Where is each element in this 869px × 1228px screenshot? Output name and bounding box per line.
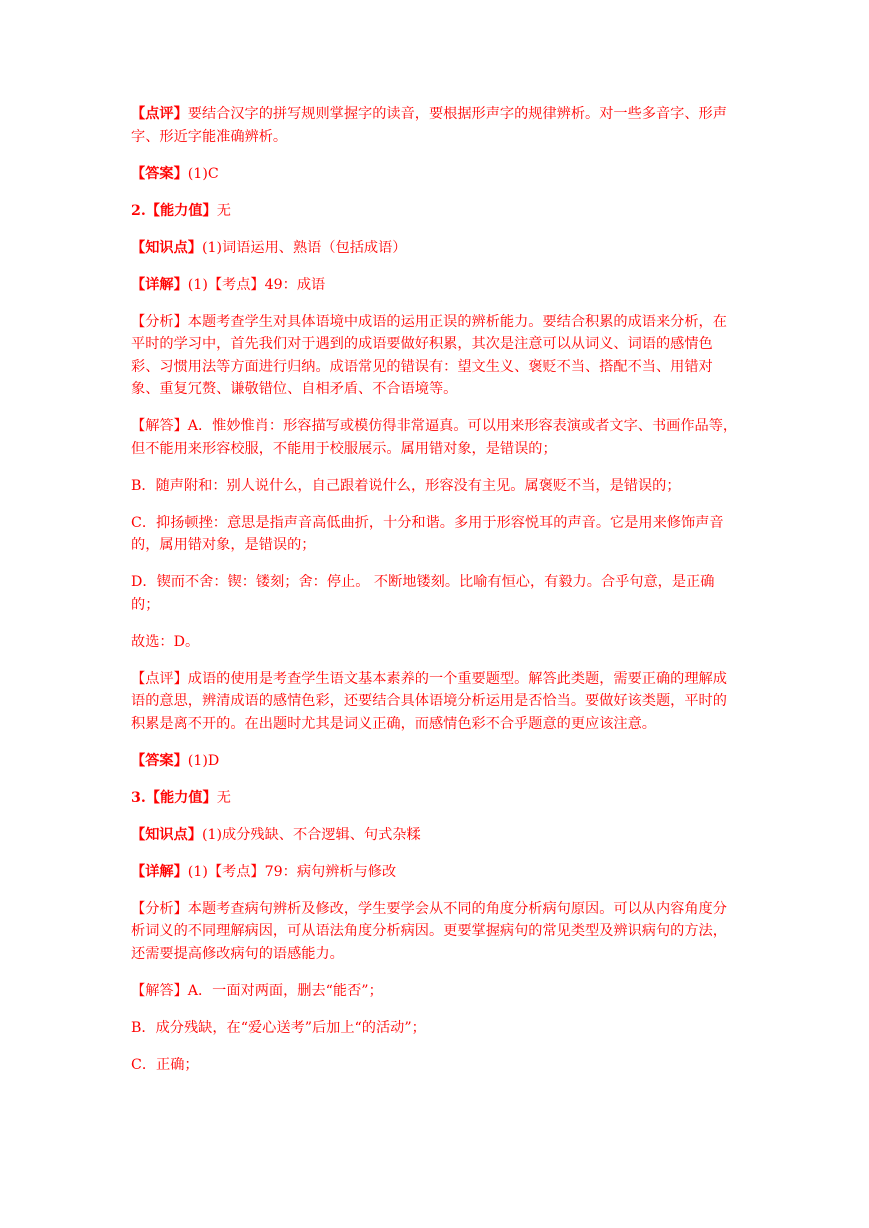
text: 【分析】本题考查学生对具体语境中成语的运用正误的辨析能力。要结合积累的成语来分析，在平时的学习中，首先我们对于遇到的成语要做好积累，其次是注意可以从词义、词语的感情色彩、习惯用法等方面进行归纳。成语常见的错误有：望文生义、褒贬不当、搭配不当、用错对象、重复冗赘、谦敬错位、自相矛盾、不合语境等。 (131, 313, 727, 397)
label: 【答案】 (131, 752, 188, 769)
paragraph-analysis-2 (131, 311, 739, 401)
text: B．成分残缺，在“爱心送考”后加上“的活动”； (131, 1019, 426, 1036)
text: 要结合汉字的拼写规则掌握字的读音，要根据形声字的规律辨析。对一些多音字、形声字、形近字能准确辨析。 (131, 106, 727, 145)
text: (1)D (187, 752, 220, 769)
paragraph-knowledge-2 (131, 237, 739, 260)
paragraph-comment-1 (131, 103, 739, 148)
text: 【解答】A．惟妙惟肖：形容描写或模仿得非常逼真。可以用来形容表演或者文字、书画作品等，但不能用来形容校服，不能用于校服展示。属用错对象，是错误的； (131, 418, 738, 457)
text: C．抑扬顿挫：意思是指声音高低曲折，十分和谐。多用于形容悦耳的声音。它是用来修饰声音的，属用错对象，是错误的； (131, 514, 724, 553)
paragraph-detail-3 (131, 861, 739, 884)
label: 2.【能力值】 (131, 202, 217, 219)
paragraph-answer-2 (131, 750, 739, 773)
paragraph-ability-2 (131, 200, 739, 223)
label: 【详解】 (131, 276, 188, 293)
text: (1)成分残缺、不合逻辑、句式杂糅 (201, 826, 421, 843)
text: (1)【考点】79：病句辨析与修改 (187, 863, 397, 880)
paragraph-solution-2a (131, 415, 739, 460)
label: 【知识点】 (131, 826, 202, 843)
label: 【详解】 (131, 863, 188, 880)
text: D．锲而不舍：锲：镂刻；舍：停止。 不断地镂刻。比喻有恒心，有毅力。合乎句意，是正确的； (131, 574, 715, 613)
paragraph-ability-3 (131, 787, 739, 810)
text: 故选：D。 (131, 633, 200, 650)
paragraph-knowledge-3 (131, 824, 739, 847)
paragraph-analysis-3 (131, 898, 739, 966)
text: (1)【考点】49：成语 (187, 276, 326, 293)
paragraph-solution-3b (131, 1017, 739, 1040)
text: C．正确； (131, 1056, 199, 1073)
paragraph-choice-2 (131, 631, 739, 654)
paragraph-solution-2c (131, 512, 739, 557)
paragraph-solution-2b (131, 475, 739, 498)
paragraph-solution-3a (131, 980, 739, 1003)
label: 【点评】 (131, 106, 188, 122)
text: (1)词语运用、熟语（包括成语） (201, 239, 407, 256)
text: 无 (216, 202, 231, 219)
text: 【点评】成语的使用是考查学生语文基本素养的一个重要题型。解答此类题，需要正确的理解成语的意思，辨清成语的感情色彩，还要结合具体语境分析运用是否恰当。要做好该类题，平时的积累是离不开的。在出题时尤其是词义正确，而感情色彩不合乎题意的更应该注意。 (131, 670, 727, 732)
paragraph-solution-2d (131, 571, 739, 616)
paragraph-solution-3c (131, 1054, 739, 1077)
paragraph-answer-1 (131, 163, 739, 186)
text: 【分析】本题考查病句辨析及修改，学生要学会从不同的角度分析病句原因。可以从内容角度分析词义的不同理解病因，可从语法角度分析病因。更要掌握病句的常见类型及辨识病句的方法，还需要提高修改病句的语感能力。 (131, 900, 727, 962)
label: 3.【能力值】 (131, 789, 217, 806)
text: 无 (216, 789, 231, 806)
label: 【答案】 (131, 165, 188, 182)
paragraph-detail-2 (131, 274, 739, 297)
label: 【知识点】 (131, 239, 202, 256)
text: (1)C (187, 165, 219, 182)
paragraph-comment-2 (131, 668, 739, 736)
text: 【解答】A．一面对两面，删去“能否”； (131, 982, 383, 999)
text: B．随声附和：别人说什么，自己跟着说什么，形容没有主见。属褒贬不当，是错误的； (131, 477, 681, 494)
